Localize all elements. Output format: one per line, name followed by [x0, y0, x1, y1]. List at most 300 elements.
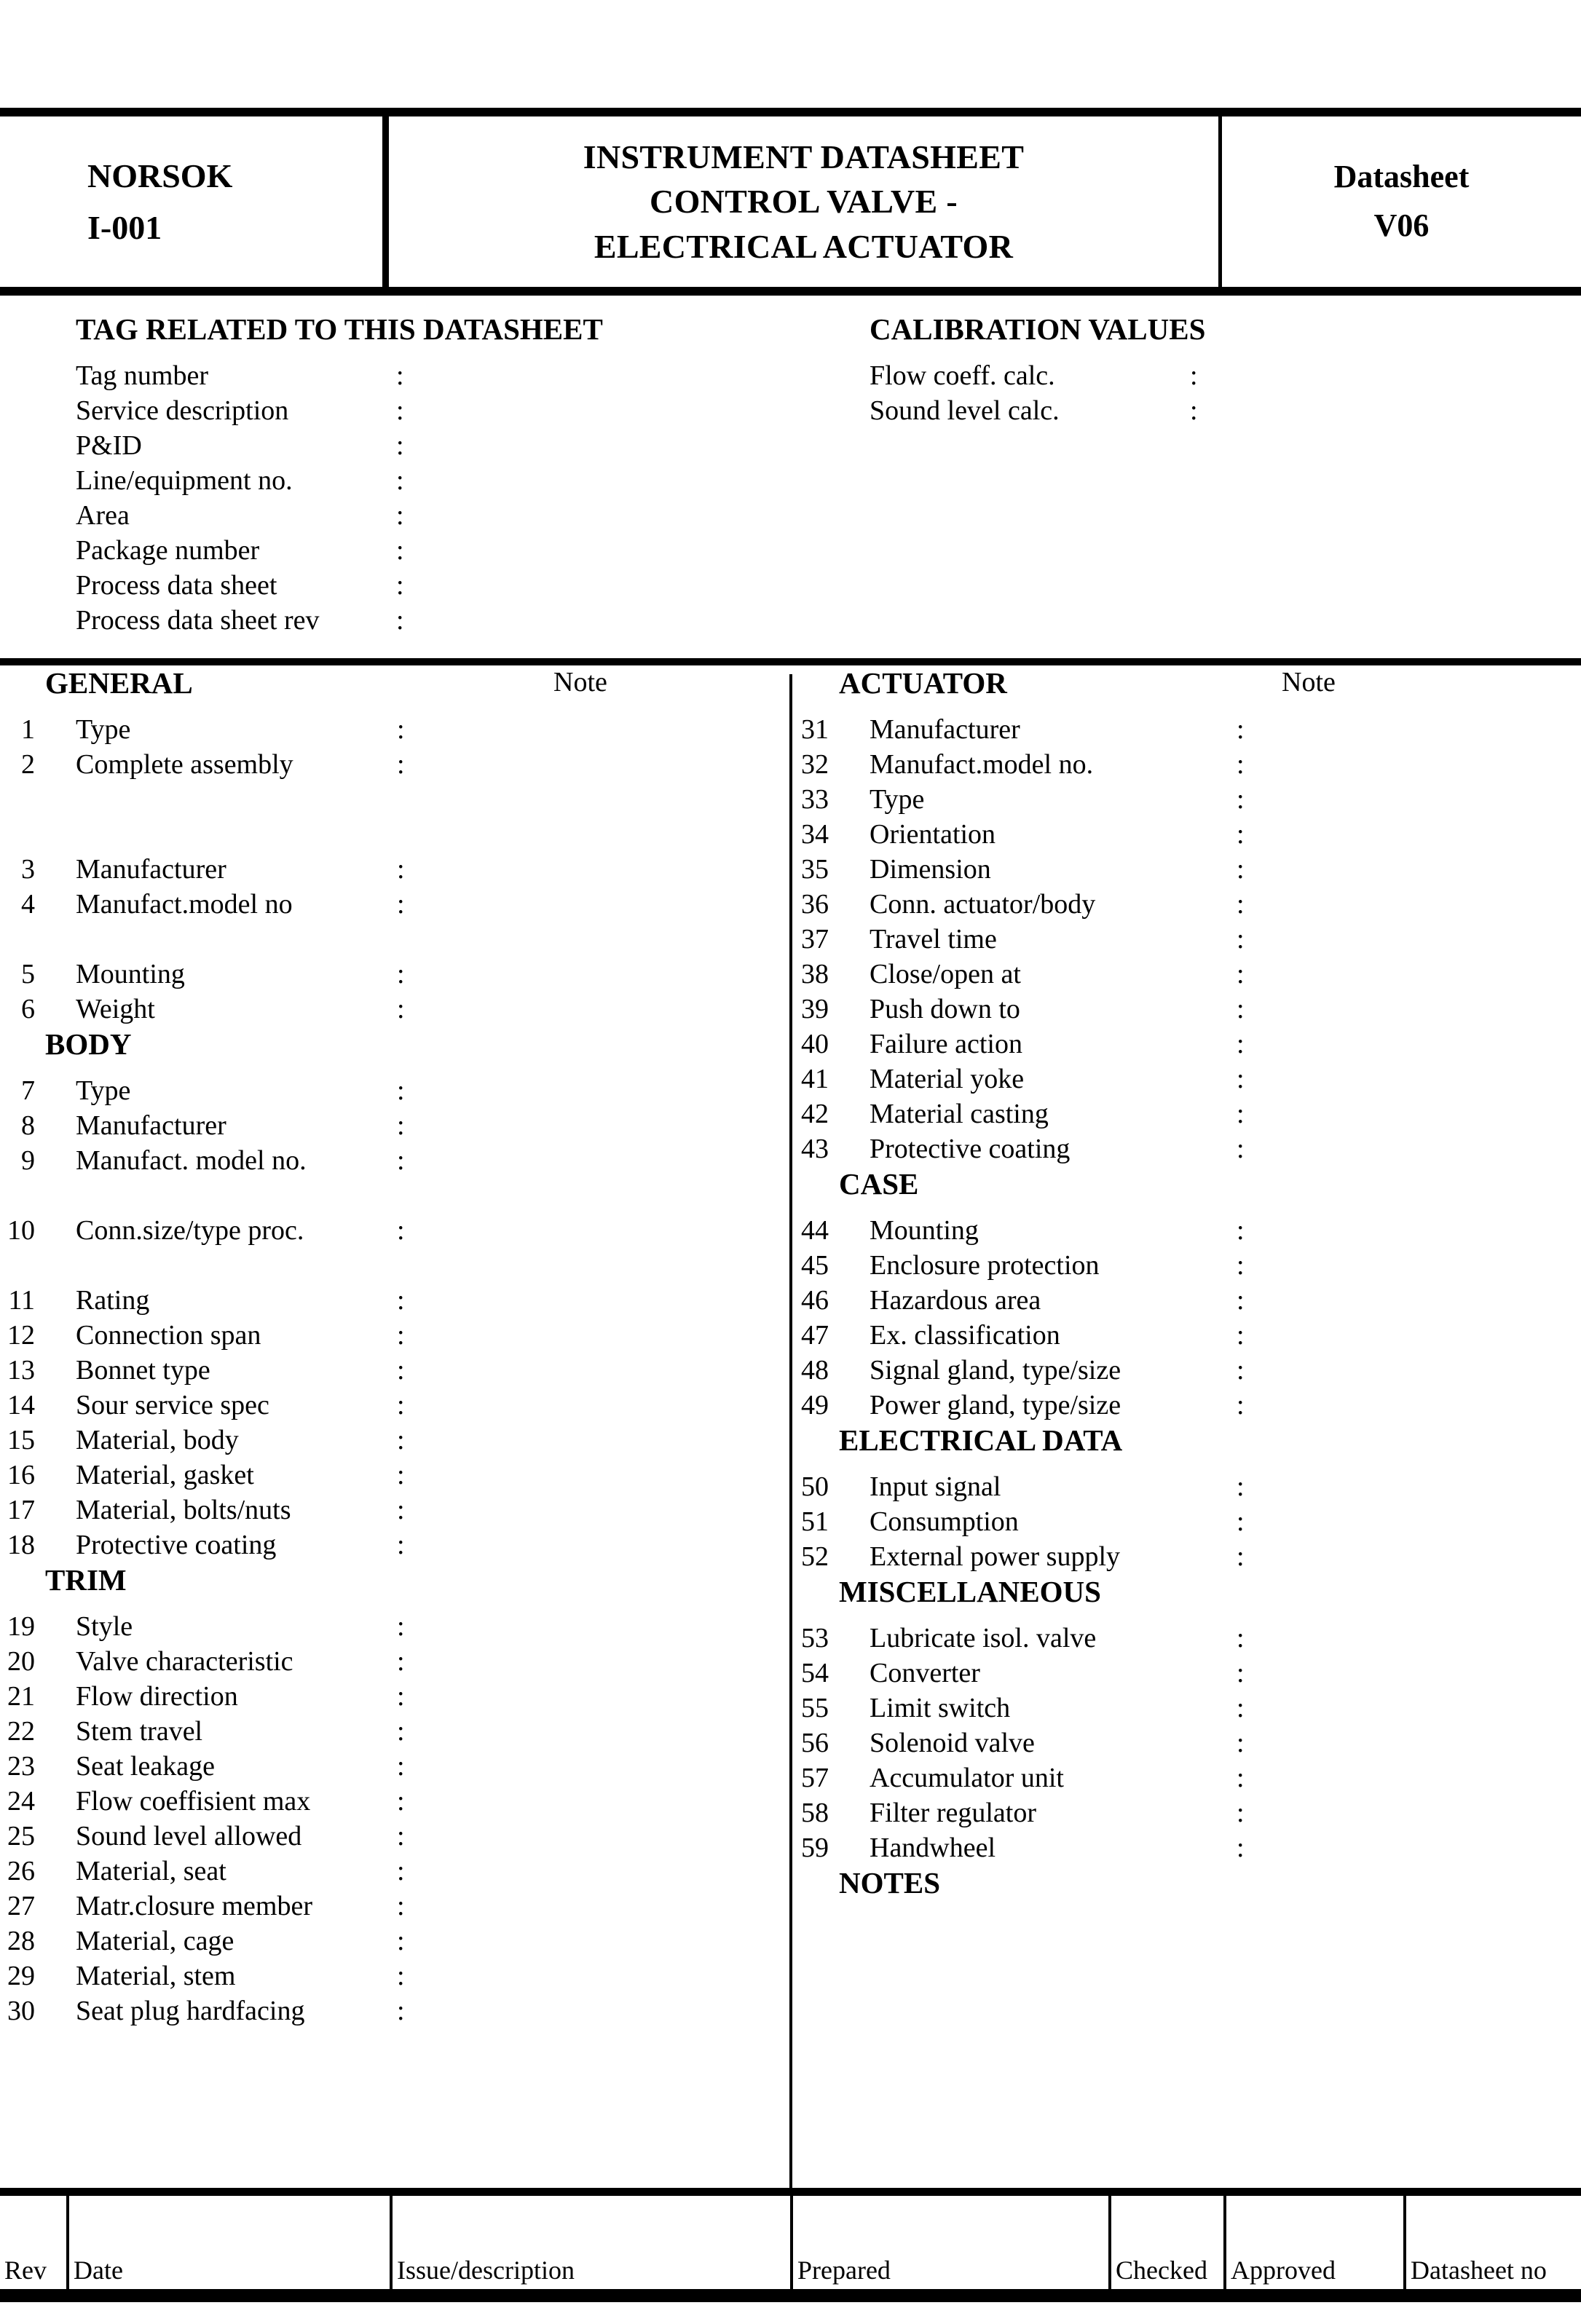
spec-row-colon: :	[397, 749, 405, 780]
section-header	[0, 1029, 789, 1073]
spec-row-label: Seat plug hardfacing	[76, 1996, 305, 2026]
spec-row-label: Mounting	[870, 1215, 979, 1246]
spec-row-colon: :	[1237, 924, 1245, 954]
spacer-row	[0, 922, 789, 957]
spec-row	[0, 712, 789, 747]
calibration-section-title: CALIBRATION VALUES	[870, 312, 1206, 346]
spec-row	[794, 1353, 1581, 1388]
datasheet-version: V06	[1373, 208, 1430, 243]
section-header	[0, 1565, 789, 1609]
spec-row	[794, 817, 1581, 852]
spec-row-label: Hazardous area	[870, 1285, 1041, 1316]
footer-column-issue-description[interactable]	[393, 2196, 793, 2289]
spec-row-number: 37	[801, 924, 829, 954]
spec-row-number: 14	[7, 1390, 35, 1420]
spec-row-number: 16	[7, 1460, 35, 1490]
spec-row-colon: :	[397, 1611, 405, 1642]
spec-row-label: Enclosure protection	[870, 1250, 1100, 1281]
spec-row-colon: :	[1237, 714, 1245, 745]
spec-row	[0, 1318, 789, 1353]
spec-row-colon: :	[1237, 959, 1245, 989]
spec-row-colon: :	[1237, 784, 1245, 815]
spec-row	[0, 1644, 789, 1679]
spec-row-label: Material yoke	[870, 1064, 1025, 1094]
tag-field-colon: :	[396, 395, 404, 426]
spec-row-colon: :	[1237, 1658, 1245, 1688]
spec-row-label: Material, bolts/nuts	[76, 1495, 291, 1525]
spacer-row	[0, 1178, 789, 1213]
tag-related-section	[76, 312, 603, 638]
spacer-row	[0, 782, 789, 817]
spec-row-colon: :	[1237, 1798, 1245, 1828]
spec-row-number: 27	[7, 1891, 35, 1921]
section-header	[0, 668, 789, 712]
left-specification-column	[0, 665, 789, 2028]
spec-row-number: 43	[801, 1134, 829, 1164]
spec-row-number: 35	[801, 854, 829, 885]
spec-row-label: Filter regulator	[870, 1798, 1036, 1828]
spec-row	[0, 1353, 789, 1388]
spec-row-number: 15	[7, 1425, 35, 1455]
spec-row-label: Sour service spec	[76, 1390, 269, 1420]
spec-row-number: 10	[7, 1215, 35, 1246]
column-divider	[789, 674, 792, 2151]
footer-column-label: Checked	[1116, 2256, 1207, 2285]
section-title: GENERAL	[45, 666, 193, 700]
spec-row-colon: :	[397, 1320, 405, 1351]
spec-row-colon: :	[1237, 994, 1245, 1024]
spec-row-colon: :	[397, 1390, 405, 1420]
spec-row-number: 32	[801, 749, 829, 780]
standard-name: NORSOK	[87, 157, 233, 194]
spec-row-number: 12	[7, 1320, 35, 1351]
spec-row	[794, 957, 1581, 992]
note-column-header: Note	[553, 667, 607, 697]
spec-row-colon: :	[1237, 1355, 1245, 1386]
spec-row-colon: :	[1237, 1285, 1245, 1316]
spec-row-label: Material, seat	[76, 1856, 226, 1886]
spec-row-colon: :	[397, 1926, 405, 1956]
tag-field-label: P&ID	[76, 430, 142, 461]
calibration-field-row	[870, 358, 1215, 393]
spec-row-label: Handwheel	[870, 1833, 996, 1863]
spec-row-label: Style	[76, 1611, 133, 1642]
spec-row	[0, 1819, 789, 1854]
spec-row-colon: :	[397, 1996, 405, 2026]
spec-row	[0, 957, 789, 992]
spec-row-number: 47	[801, 1320, 829, 1351]
spec-row	[0, 992, 789, 1027]
spec-row-number: 23	[7, 1751, 35, 1782]
spec-row-number: 49	[801, 1390, 829, 1420]
spacer-row	[0, 1248, 789, 1283]
spec-row-colon: :	[397, 1495, 405, 1525]
spec-row-label: Flow direction	[76, 1681, 238, 1712]
spec-row-number: 17	[7, 1495, 35, 1525]
spec-row-number: 30	[7, 1996, 35, 2026]
spec-row-colon: :	[1237, 1064, 1245, 1094]
spacer-row	[0, 817, 789, 852]
spec-row-label: Rating	[76, 1285, 150, 1316]
spec-row-colon: :	[397, 1145, 405, 1176]
spec-row-number: 25	[7, 1821, 35, 1851]
spec-row-colon: :	[1237, 1029, 1245, 1059]
tag-field-label: Package number	[76, 535, 260, 566]
spec-row-number: 18	[7, 1530, 35, 1560]
spec-row	[794, 1248, 1581, 1283]
spec-row	[794, 1131, 1581, 1166]
spec-row	[0, 1784, 789, 1819]
spec-row	[0, 852, 789, 887]
tag-and-calibration-band	[0, 296, 1581, 665]
specification-body	[0, 665, 1581, 2151]
calibration-field-row	[870, 393, 1215, 428]
spec-row	[794, 1726, 1581, 1760]
spec-row-label: Material, body	[76, 1425, 239, 1455]
spec-row-label: Travel time	[870, 924, 997, 954]
spec-row-colon: :	[1237, 749, 1245, 780]
spec-row	[0, 887, 789, 922]
spec-row	[0, 1423, 789, 1458]
spec-row	[794, 1760, 1581, 1795]
document-title-line-2: CONTROL VALVE -	[650, 183, 958, 221]
spec-row-colon: :	[1237, 1471, 1245, 1502]
footer-column-prepared[interactable]	[793, 2196, 1111, 2289]
spec-row-number: 3	[21, 854, 35, 885]
footer-column-headers	[0, 2196, 1581, 2302]
spec-row-label: Conn.size/type proc.	[76, 1215, 304, 1246]
spec-row-colon: :	[1237, 1693, 1245, 1723]
spec-row-colon: :	[397, 1891, 405, 1921]
spec-row-number: 29	[7, 1961, 35, 1991]
tag-field-row	[76, 568, 603, 603]
header-title-cell	[389, 116, 1222, 287]
spec-row-number: 22	[7, 1716, 35, 1747]
spec-row	[0, 1924, 789, 1959]
spec-row-label: Valve characteristic	[76, 1646, 293, 1677]
section-header	[794, 1868, 1581, 1912]
tag-field-row	[76, 428, 603, 463]
section-title: ACTUATOR	[839, 666, 1007, 700]
footer-upper-strip	[0, 2151, 1581, 2196]
footer-upper-divider	[789, 2151, 792, 2196]
spec-row-number: 58	[801, 1798, 829, 1828]
spec-row	[794, 852, 1581, 887]
spec-row-number: 7	[21, 1075, 35, 1106]
tag-field-label: Area	[76, 500, 130, 531]
datasheet-label: Datasheet	[1333, 159, 1470, 195]
spec-row-colon: :	[397, 994, 405, 1024]
spec-row-colon: :	[397, 1285, 405, 1316]
spec-row-label: Converter	[870, 1658, 980, 1688]
revision-footer	[0, 2151, 1581, 2302]
tag-field-row	[76, 533, 603, 568]
tag-rows-container	[76, 358, 603, 638]
tag-field-label: Line/equipment no.	[76, 465, 293, 496]
spec-row-number: 26	[7, 1856, 35, 1886]
spec-row-label: Type	[870, 784, 925, 815]
spec-row-colon: :	[1237, 889, 1245, 920]
spec-row-colon: :	[397, 1821, 405, 1851]
footer-column-label: Approved	[1231, 2256, 1336, 2285]
spec-row-colon: :	[397, 854, 405, 885]
spec-row-number: 34	[801, 819, 829, 850]
spec-row-label: Close/open at	[870, 959, 1021, 989]
tag-section-title: TAG RELATED TO THIS DATASHEET	[76, 312, 603, 346]
footer-column-checked[interactable]	[1111, 2196, 1226, 2289]
spec-row-colon: :	[1237, 1833, 1245, 1863]
calibration-field-colon: :	[1190, 395, 1198, 426]
spec-row	[794, 887, 1581, 922]
section-header	[794, 1577, 1581, 1621]
spec-row-colon: :	[397, 1460, 405, 1490]
spec-row	[0, 1527, 789, 1562]
spec-row	[794, 1656, 1581, 1691]
spec-row-colon: :	[1237, 1506, 1245, 1537]
tag-field-colon: :	[396, 430, 404, 461]
spec-row-colon: :	[397, 1646, 405, 1677]
spec-row	[0, 1854, 789, 1889]
spec-row-label: Complete assembly	[76, 749, 293, 780]
section-title: NOTES	[839, 1866, 940, 1900]
spec-row-number: 50	[801, 1471, 829, 1502]
tag-field-label: Process data sheet	[76, 570, 277, 601]
section-title: TRIM	[45, 1563, 127, 1597]
spec-row-label: Weight	[76, 994, 155, 1024]
spec-row-label: Material, stem	[76, 1961, 236, 1991]
spec-row	[794, 1795, 1581, 1830]
spec-row-colon: :	[397, 714, 405, 745]
spec-row	[0, 1959, 789, 1993]
spec-row-label: Flow coeffisient max	[76, 1786, 311, 1817]
spec-row	[0, 1714, 789, 1749]
spec-row-number: 6	[21, 994, 35, 1024]
spec-row-number: 45	[801, 1250, 829, 1281]
calibration-field-label: Flow coeff. calc.	[870, 360, 1055, 391]
spec-row-number: 24	[7, 1786, 35, 1817]
tag-field-colon: :	[396, 570, 404, 601]
spec-row-number: 53	[801, 1623, 829, 1653]
note-column-header: Note	[1282, 667, 1336, 697]
section-title: BODY	[45, 1027, 132, 1061]
spec-row-label: Accumulator unit	[870, 1763, 1064, 1793]
spec-row-label: Manufacturer	[870, 714, 1020, 745]
spec-row-label: Mounting	[76, 959, 185, 989]
spec-row-number: 11	[8, 1285, 35, 1316]
spec-row-colon: :	[397, 1110, 405, 1141]
spec-row-label: Failure action	[870, 1029, 1022, 1059]
header-version-cell	[1222, 116, 1581, 287]
spec-row-number: 48	[801, 1355, 829, 1386]
spec-row-colon: :	[397, 1751, 405, 1782]
spec-row	[794, 747, 1581, 782]
spec-row-number: 40	[801, 1029, 829, 1059]
section-header	[794, 1423, 1581, 1469]
spec-row-label: Sound level allowed	[76, 1821, 302, 1851]
footer-column-label: Issue/description	[397, 2256, 575, 2285]
calibration-rows-container	[870, 358, 1215, 428]
document-title-line-3: ELECTRICAL ACTUATOR	[594, 227, 1014, 265]
spec-row-label: Power gland, type/size	[870, 1390, 1121, 1420]
spec-row-colon: :	[397, 1075, 405, 1106]
spec-row	[0, 1108, 789, 1143]
footer-column-rev[interactable]	[0, 2196, 69, 2289]
spec-row	[0, 1458, 789, 1493]
spec-row-colon: :	[397, 889, 405, 920]
spec-row-colon: :	[1237, 1215, 1245, 1246]
spec-row-label: External power supply	[870, 1541, 1121, 1572]
spec-row-colon: :	[1237, 1320, 1245, 1351]
spec-row	[0, 1213, 789, 1248]
spec-row-number: 21	[7, 1681, 35, 1712]
spec-row-number: 28	[7, 1926, 35, 1956]
spec-row-number: 19	[7, 1611, 35, 1642]
spec-row-label: Protective coating	[76, 1530, 277, 1560]
spec-row-label: Material, gasket	[76, 1460, 254, 1490]
spec-row-colon: :	[397, 1961, 405, 1991]
spec-row-number: 33	[801, 784, 829, 815]
spec-row-colon: :	[397, 959, 405, 989]
footer-column-approved[interactable]	[1226, 2196, 1406, 2289]
spec-row-number: 46	[801, 1285, 829, 1316]
spec-row-number: 2	[21, 749, 35, 780]
spec-row	[0, 1889, 789, 1924]
spec-row-label: Manufacturer	[76, 1110, 226, 1141]
spec-row-number: 59	[801, 1833, 829, 1863]
spec-row	[794, 992, 1581, 1027]
calibration-field-label: Sound level calc.	[870, 395, 1060, 426]
tag-field-colon: :	[396, 500, 404, 531]
spec-row-number: 51	[801, 1506, 829, 1537]
spec-row-label: Seat leakage	[76, 1751, 215, 1782]
spec-row	[794, 1213, 1581, 1248]
footer-column-date[interactable]	[69, 2196, 393, 2289]
spec-row-number: 5	[21, 959, 35, 989]
tag-field-row	[76, 463, 603, 498]
document-header	[0, 108, 1581, 296]
spec-row-label: Type	[76, 1075, 131, 1106]
spec-row-colon: :	[1237, 1390, 1245, 1420]
spec-row	[794, 1283, 1581, 1318]
spec-row	[0, 1749, 789, 1784]
spec-row-label: Protective coating	[870, 1134, 1071, 1164]
spec-row-colon: :	[1237, 819, 1245, 850]
tag-field-row	[76, 603, 603, 638]
spec-row	[794, 922, 1581, 957]
spec-row	[0, 747, 789, 782]
spec-row	[794, 1096, 1581, 1131]
calibration-field-colon: :	[1190, 360, 1198, 391]
spec-row-label: Lubricate isol. valve	[870, 1623, 1097, 1653]
spec-row-label: Connection span	[76, 1320, 261, 1351]
footer-column-label: Prepared	[797, 2256, 891, 2285]
tag-field-colon: :	[396, 605, 404, 636]
spec-row-colon: :	[1237, 1728, 1245, 1758]
spec-row-colon: :	[397, 1530, 405, 1560]
tag-field-label: Service description	[76, 395, 289, 426]
tag-field-row	[76, 358, 603, 393]
spec-row	[794, 1539, 1581, 1574]
spec-row-label: Manufact.model no.	[870, 749, 1094, 780]
spec-row-label: Conn. actuator/body	[870, 889, 1096, 920]
spec-row-colon: :	[1237, 854, 1245, 885]
spec-row-colon: :	[397, 1856, 405, 1886]
spec-row-label: Signal gland, type/size	[870, 1355, 1121, 1386]
spec-row-number: 8	[21, 1110, 35, 1141]
tag-field-label: Tag number	[76, 360, 209, 391]
spec-row-label: Input signal	[870, 1471, 1001, 1502]
spec-row-number: 36	[801, 889, 829, 920]
spec-row	[794, 1027, 1581, 1062]
footer-column-label: Datasheet no	[1411, 2256, 1547, 2285]
standard-code: I-001	[87, 209, 162, 246]
spec-row-colon: :	[1237, 1134, 1245, 1164]
section-header	[794, 1169, 1581, 1213]
spec-row	[794, 1318, 1581, 1353]
spec-row	[0, 1283, 789, 1318]
spec-row-colon: :	[1237, 1099, 1245, 1129]
tag-field-row	[76, 498, 603, 533]
spec-row	[0, 1143, 789, 1178]
header-standard-cell	[0, 116, 389, 287]
spec-row-colon: :	[397, 1215, 405, 1246]
spec-row	[794, 1621, 1581, 1656]
tag-field-colon: :	[396, 465, 404, 496]
spec-row	[794, 1062, 1581, 1096]
spec-row-label: Push down to	[870, 994, 1020, 1024]
spec-row	[0, 1493, 789, 1527]
spec-row-number: 56	[801, 1728, 829, 1758]
calibration-values-section	[870, 312, 1215, 428]
tag-field-colon: :	[396, 360, 404, 391]
spec-row	[0, 1993, 789, 2028]
document-title-line-1: INSTRUMENT DATASHEET	[583, 138, 1025, 176]
spec-row-label: Manufact.model no	[76, 889, 293, 920]
spec-row-colon: :	[1237, 1541, 1245, 1572]
spec-row	[0, 1609, 789, 1644]
spec-row-label: Orientation	[870, 819, 996, 850]
spec-row-label: Type	[76, 714, 131, 745]
spec-row-label: Material casting	[870, 1099, 1049, 1129]
spec-row-number: 52	[801, 1541, 829, 1572]
spec-row-number: 42	[801, 1099, 829, 1129]
spec-row-number: 41	[801, 1064, 829, 1094]
spec-row-label: Bonnet type	[76, 1355, 210, 1386]
spec-row-colon: :	[1237, 1623, 1245, 1653]
spec-row-label: Manufact. model no.	[76, 1145, 307, 1176]
tag-field-colon: :	[396, 535, 404, 566]
spec-row-label: Material, cage	[76, 1926, 234, 1956]
footer-column-datasheet-no[interactable]	[1406, 2196, 1581, 2289]
spec-row	[794, 1388, 1581, 1423]
spec-row	[0, 1073, 789, 1108]
spec-row-label: Solenoid valve	[870, 1728, 1035, 1758]
right-specification-column	[794, 665, 1581, 1912]
spec-row	[0, 1679, 789, 1714]
spec-row	[794, 782, 1581, 817]
spec-row-number: 54	[801, 1658, 829, 1688]
spec-row	[794, 712, 1581, 747]
footer-column-label: Rev	[4, 2256, 47, 2285]
spec-row	[794, 1830, 1581, 1865]
spec-row-number: 38	[801, 959, 829, 989]
tag-field-label: Process data sheet rev	[76, 605, 320, 636]
spec-row-number: 31	[801, 714, 829, 745]
spec-row-number: 9	[21, 1145, 35, 1176]
section-header	[794, 668, 1581, 712]
spec-row-number: 13	[7, 1355, 35, 1386]
spec-row-colon: :	[397, 1425, 405, 1455]
